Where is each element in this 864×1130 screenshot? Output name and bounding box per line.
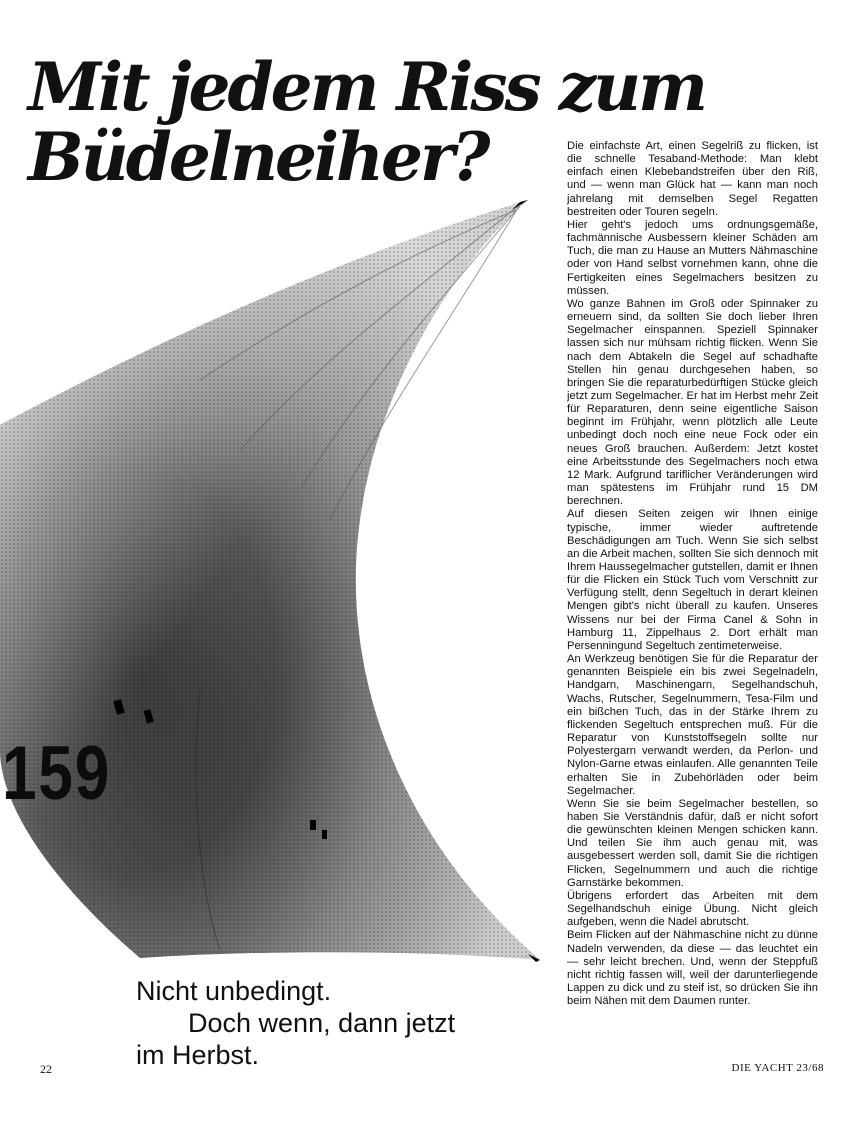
article-paragraph: Die einfachste Art, einen Segelriß zu flicken, ist die schnelle Tesaband-Methode: Man klebt einfach einen Klebebandstreifen über den Riß, und — wenn man Glück hat — kann man noch jahrelang mit demselben Segel Regatten bestreiten oder Touren segeln. (567, 140, 818, 218)
article-paragraph: Hier geht's jedoch ums ordnungsgemäße, fachmännische Ausbessern kleiner Schäden am Tuch, die man zu Hause an Mutters Nähmaschine oder von Hand selbst vornehmen kann, ohne die Fertigkeiten eines Segelmachers besitzen zu müssen. (567, 218, 818, 297)
subheadline (136, 975, 556, 1071)
article-paragraph: Auf diesen Seiten zeigen wir Ihnen einige typische, immer wieder auftretende Beschädigungen am Tuch. Wenn Sie sich selbst an die Arbeit machen, sollten Sie sich dennoch mit Ihrem Haussegelmacher gutstellen, damit er Ihnen für die Flicken ein Stück Tuch vom Verschnitt zur Verfügung stellt, denn Segeltuch in derart kleinen Mengen gibt's nicht überall zu kaufen. Unseres Wissens nur bei der Firma Canel & Sohn in Hamburg 11, Zippelhaus 2. Dort erhält man Persenningund Segeltuch zentimeterweise. (567, 508, 818, 652)
headline-line-1: Mit jedem Riss zum (28, 48, 705, 126)
subheadline-line-2: Doch wenn, dann jetzt (188, 1008, 456, 1038)
article-paragraph: Wenn Sie sie beim Segelmacher bestellen, so haben Sie Verständnis dafür, daß er nicht sofort die gewünschten kleinen Mengen schicken kann. Und teilen Sie ihm auch genau mit, was ausgebessert werden soll, damit Sie die richtigen Flicken, Segelnummern und auch die richtige Garnstärke bekommen. (567, 797, 818, 889)
sail-photo (0, 190, 560, 980)
article-paragraph: An Werkzeug benötigen Sie für die Reparatur der genannten Beispiele ein bis zwei Segelnadeln, Handgarn, Maschinengarn, Segelhandschuh, Wachs, Rutscher, Segelnummern, Tesa-Film und ein bißchen Tuch, das in der Stärke Ihrem zu flickenden Segeltuch entsprechen muß. Für die Reparatur von Kunststoffsegeln sollte nur Polyestergarn verwandt werden, da Perlon- und Nylon-Garne etwas einlaufen. Alle genannten Teile erhalten Sie in Zubehörläden oder beim Segelmacher. (567, 653, 818, 797)
article-paragraph: Wo ganze Bahnen im Groß oder Spinnaker zu erneuern sind, da sollten Sie doch lieber Ihren Segelmacher einspannen. Speziell Spinnaker lassen sich nur mühsam richtig flicken. Wenn Sie nach dem Abtakeln die Segel auf schadhafte Stellen hin genau durchgesehen haben, so bringen Sie die reparaturbedürftigen Stücke gleich jetzt zum Segelmacher. Er hat im Herbst mehr Zeit für Reparaturen, denn seine eigentliche Saison beginnt im Frühjahr, wenn plötzlich alle Leute unbedingt doch noch eine neue Fock oder ein neues Groß brauchen. Außerdem: Jetzt kostet eine Arbeitsstunde des Segelmachers noch etwa 12 Mark. Aufgrund tariflicher Veränderungen wird man spätestens im Frühjahr rund 15 DM berechnen. (567, 297, 818, 508)
sail-illustration (0, 190, 560, 980)
subheadline-line-3: im Herbst. (136, 1040, 260, 1070)
headline-line-2: Büdelneiher? (28, 118, 488, 196)
magazine-reference: DIE YACHT 23/68 (731, 1062, 824, 1074)
article-paragraph: Beim Flicken auf der Nähmaschine nicht zu dünne Nadeln verwenden, da diese — das leuchtet ein — sehr leicht brechen. Und, wenn der Steppfuß nicht richtig fassen will, weil der darunterliegende Lappen zu dick und zu steif ist, so drücken Sie ihn beim Nähen mit dem Daumen runter. (567, 929, 818, 1008)
article-body (567, 140, 818, 1060)
sail-number: 159 (2, 731, 111, 816)
page-number: 22 (40, 1062, 52, 1076)
subheadline-line-1: Nicht unbedingt. (136, 976, 332, 1006)
article-paragraph: Übrigens erfordert das Arbeiten mit dem Segelhandschuh einige Übung. Nicht gleich aufgeben, wenn die Nadel abrutscht. (567, 889, 818, 929)
